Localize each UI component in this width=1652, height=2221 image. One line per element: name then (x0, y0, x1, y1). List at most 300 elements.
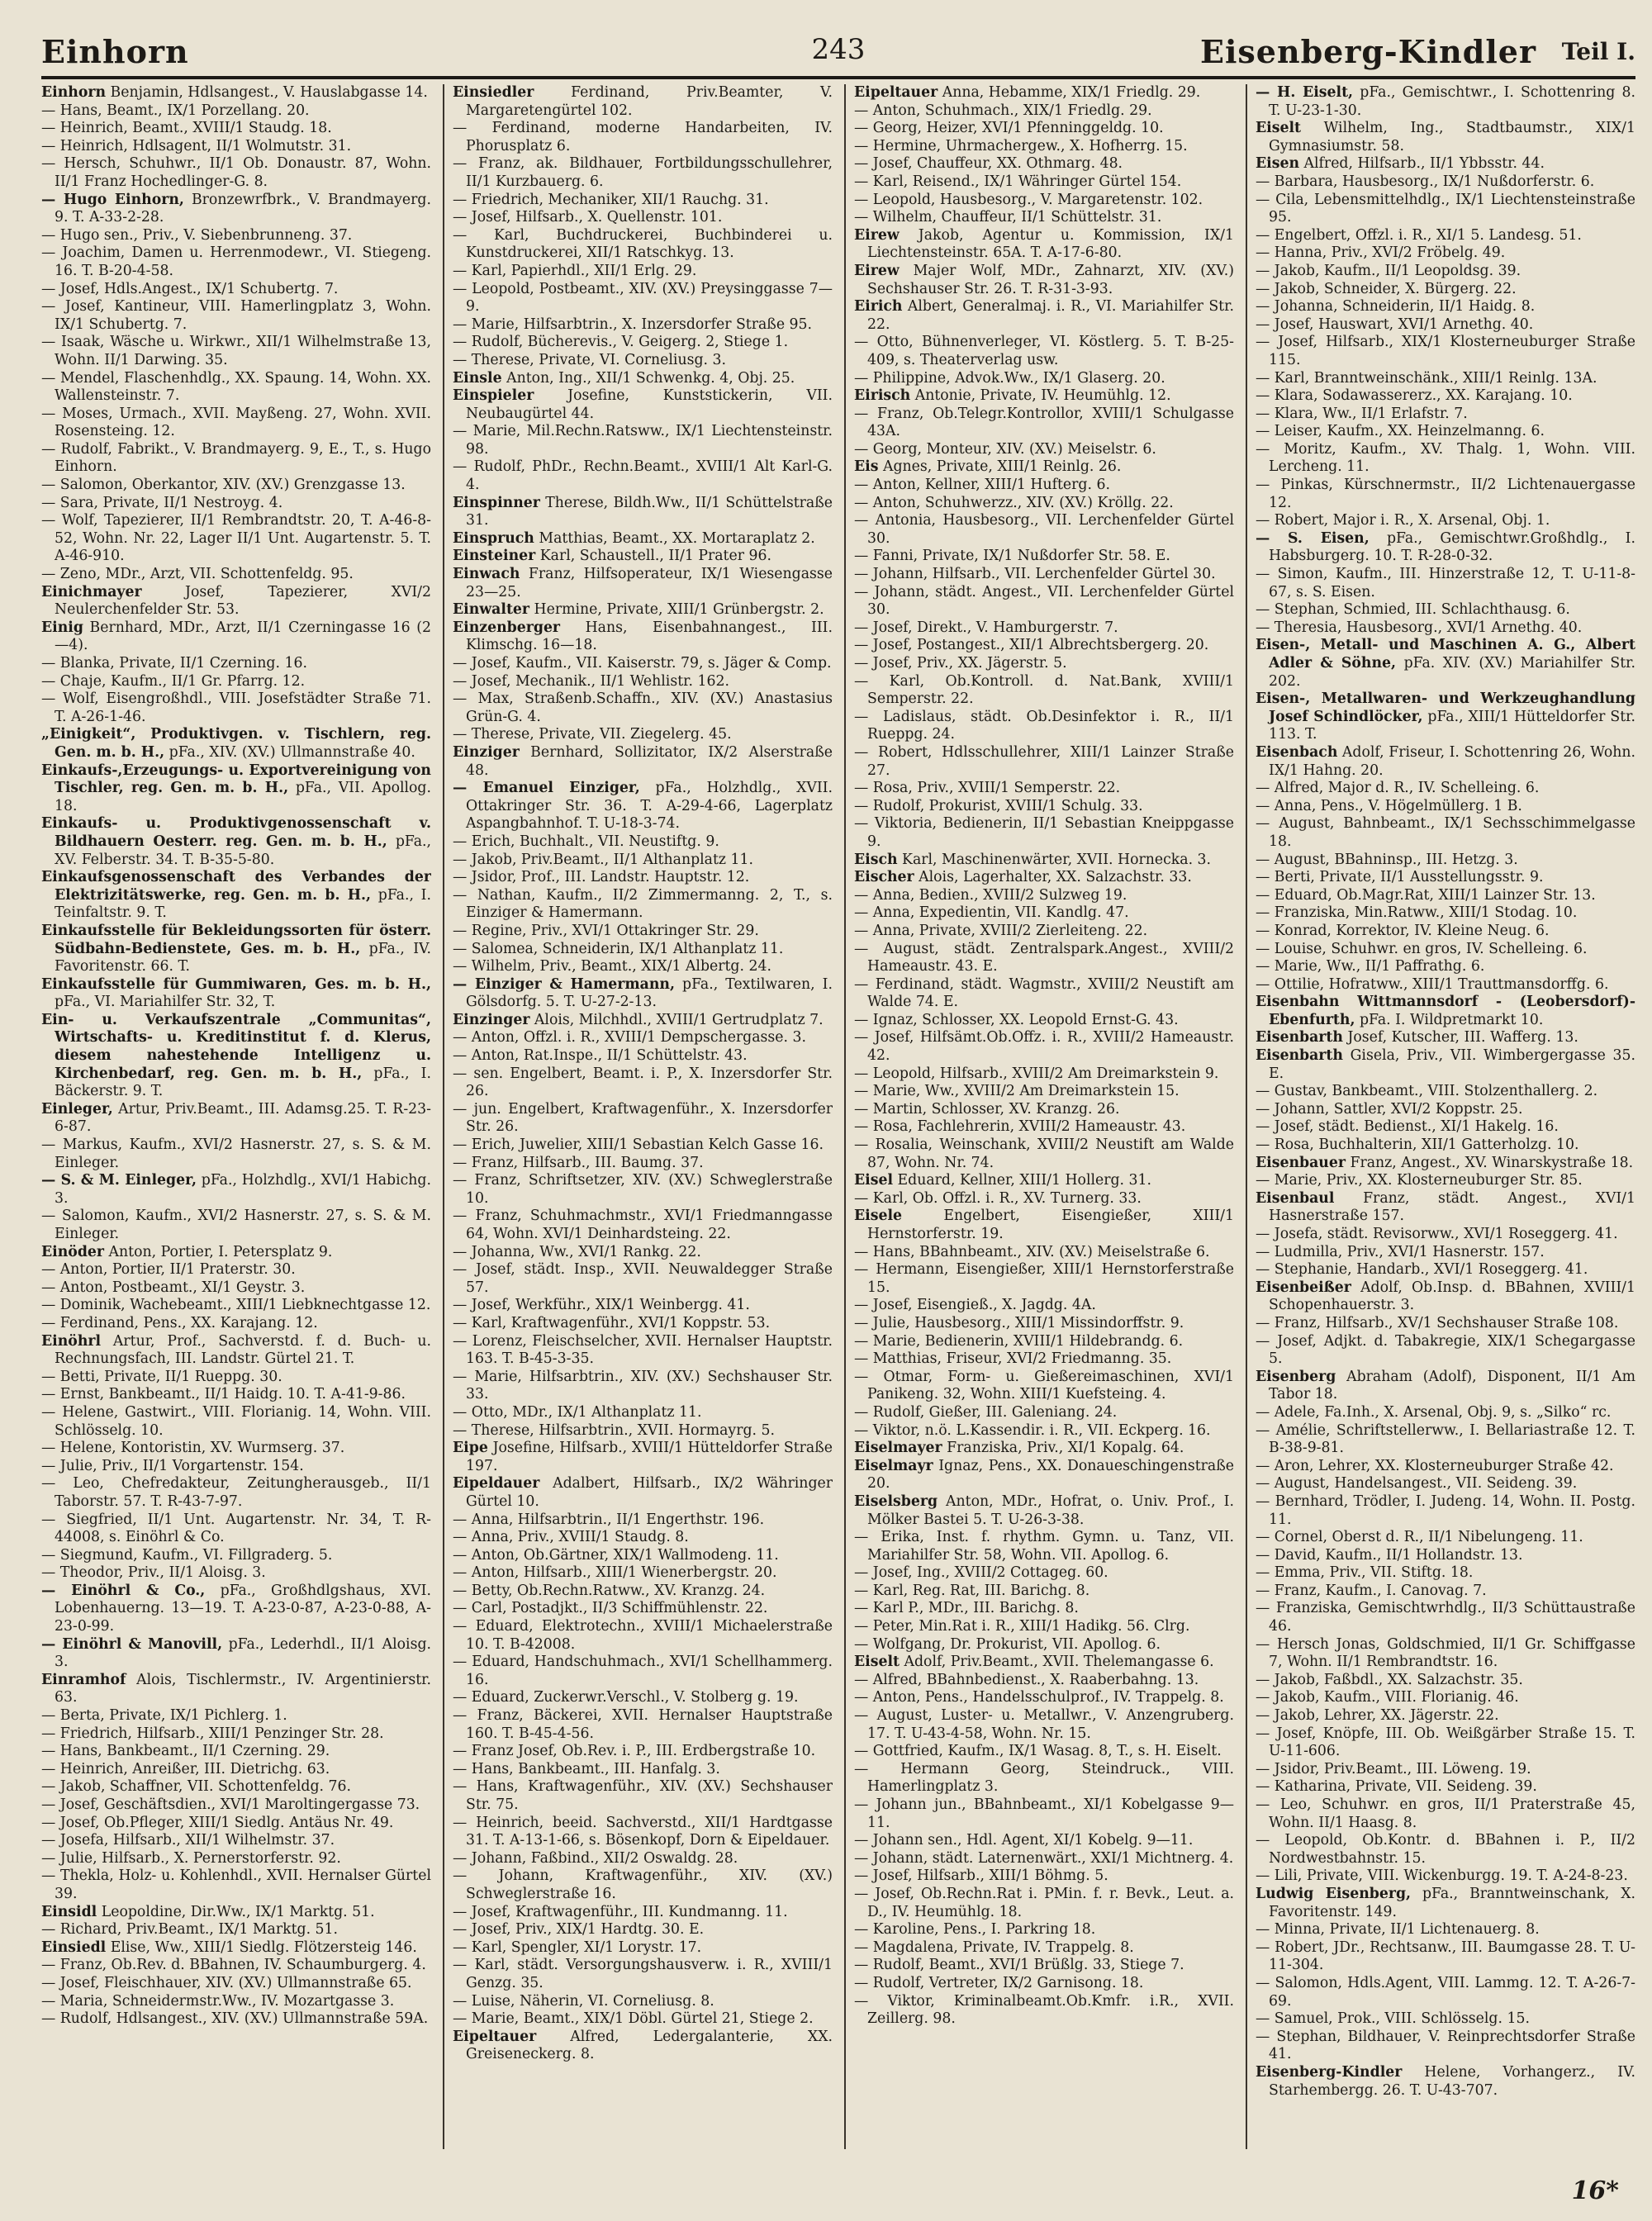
directory-entry (41, 584, 431, 619)
entry-text: Franz, städt. Angest., XVI/1 Hasnerstraße 157. (1269, 1189, 1635, 1225)
directory-entry (41, 1333, 431, 1369)
directory-entry (453, 601, 833, 619)
entry-text: — Wolf, Tapezierer, II/1 Rembrandtstr. 20, T. A-46-8-52, Wohn. Nr. 22, Lager II/1 Unt. Augartenstr. 5. T. A-46-910. (41, 512, 431, 565)
entry-name: Einramhof (41, 1671, 126, 1688)
entry-name: Eisch (854, 851, 898, 868)
directory-entry (1256, 1279, 1635, 1315)
directory-page (41, 33, 1635, 2205)
directory-entry (41, 673, 431, 691)
directory-entry (1256, 2010, 1635, 2029)
directory-entry (41, 1850, 431, 1868)
entry-name: Einzenberger (453, 619, 561, 636)
directory-entry (854, 1939, 1234, 1958)
entry-text: — Josef, Kaufm., VII. Kaiserstr. 79, s. Jäger & Comp. (453, 655, 832, 672)
entry-text: — Sara, Private, II/1 Nestroyg. 4. (41, 494, 283, 511)
directory-entry (41, 726, 431, 762)
entry-text: — Wilhelm, Chauffeur, II/1 Schüttelstr. 31. (854, 209, 1162, 226)
entry-text: — Anton, Kellner, XIII/1 Hufterg. 6. (854, 477, 1110, 494)
directory-entry (1256, 1636, 1635, 1672)
directory-entry (453, 387, 833, 423)
entry-name: Eirew (854, 262, 900, 279)
entry-text: — Luise, Näherin, VI. Corneliusg. 8. (453, 1992, 714, 2010)
directory-entry (41, 298, 431, 334)
entry-name: Einichmayer (41, 583, 142, 600)
directory-entry (854, 1101, 1234, 1119)
entry-text: pFa., VI. Mariahilfer Str. 32, T. (55, 994, 276, 1011)
entry-text: — Ferdinand, moderne Handarbeiten, IV. Phorusplatz 6. (453, 120, 833, 154)
directory-entry (854, 298, 1234, 334)
entry-text: Artur, Priv.Beamt., III. Adamsg.25. T. R-23-6-87. (55, 1100, 431, 1136)
directory-entry (854, 1867, 1234, 1886)
entry-name: Eipe (453, 1440, 488, 1457)
directory-entry (1256, 1867, 1635, 1886)
entry-text: — Cornel, Oberst d. R., II/1 Nibelungeng. 11. (1256, 1529, 1583, 1546)
directory-entry (453, 1921, 833, 1939)
entry-text: — Johann sen., Hdl. Agent, XI/1 Kobelg. 9—11. (854, 1832, 1194, 1849)
directory-entry (854, 619, 1234, 638)
entry-text: Alfred, Hilfsarb., II/1 Ybbsstr. 44. (1299, 155, 1545, 173)
directory-entry (453, 1529, 833, 1547)
directory-entry (453, 1065, 833, 1101)
directory-entry (41, 1725, 431, 1744)
directory-entry (1256, 477, 1635, 512)
entry-text: — Rosa, Fachlehrerin, XVIII/2 Hameaustr. 43. (854, 1118, 1186, 1136)
entry-text: — Johann, städt. Angest., VII. Lerchenfelder Gürtel 30. (854, 583, 1234, 619)
directory-entry (854, 334, 1234, 369)
directory-entry (854, 1172, 1234, 1190)
directory-entry (1256, 1315, 1635, 1333)
entry-text: Ignaz, Pens., XX. Donaueschingenstraße 20. (867, 1457, 1234, 1493)
entry-name: Eis (854, 458, 879, 476)
directory-entry (854, 1975, 1234, 1993)
entry-text: — Hans, Beamt., IX/1 Porzellang. 20. (41, 102, 310, 119)
entry-text: — Anna, Priv., XVIII/1 Staudg. 8. (453, 1529, 689, 1546)
entry-text: — Viktor, n.ö. L.Kassendir. i. R., VII. Eckperg. 16. (854, 1421, 1211, 1439)
directory-entry (854, 406, 1234, 441)
directory-entry (453, 1315, 833, 1333)
directory-entry (1256, 227, 1635, 245)
directory-entry (854, 173, 1234, 192)
directory-entry (854, 1029, 1234, 1065)
entry-text: — Johanna, Schneiderin, II/1 Haidg. 8. (1256, 298, 1536, 316)
directory-entry (453, 548, 833, 566)
entry-text: Agnes, Private, XIII/1 Reinlg. 26. (878, 458, 1122, 476)
directory-entry (854, 227, 1234, 263)
directory-entry (453, 1815, 833, 1850)
entry-text: — Franz, Bäckerei, XVII. Hernalser Hauptstraße 160. T. B-45-4-56. (453, 1707, 833, 1742)
directory-entry (41, 619, 431, 655)
entry-text: — Thekla, Holz- u. Kohlenhdl., XVII. Hernalser Gürtel 39. (41, 1867, 431, 1902)
directory-entry (41, 1386, 431, 1404)
entry-text: — Rudolf, Bücherevis., V. Geigerg. 2, Stiege 1. (453, 334, 789, 351)
entry-name: Eirew (854, 226, 900, 244)
directory-entry (453, 227, 833, 263)
directory-entry (41, 192, 431, 227)
directory-entry (1256, 1083, 1635, 1101)
entry-text: — Salomon, Hdls.Agent, VIII. Lammg. 12. T. A-26-7-69. (1256, 1974, 1635, 2010)
entry-text: pFa., Holzhdlg., XVII. Ottakringer Str. 36. T. A-29-4-66, Lagerplatz Aspangbahnhof. T. U-18-3-74. (466, 780, 833, 833)
directory-entry (854, 1850, 1234, 1868)
entry-text: — Otto, Bühnenverleger, VI. Köstlerg. 5. T. B-25-409, s. Theaterverlag usw. (854, 334, 1234, 368)
entry-text: Anna, Hebamme, XIX/1 Friedlg. 29. (938, 84, 1201, 101)
directory-entry (854, 1369, 1234, 1404)
entry-text: — sen. Engelbert, Beamt. i. P., X. Inzersdorfer Str. 26. (453, 1065, 833, 1100)
directory-entry (453, 619, 833, 655)
directory-entry (1256, 1689, 1635, 1707)
directory-entry (453, 1957, 833, 1992)
entry-text: — Marie, Bedienerin, XVIII/1 Hildebrandg. 6. (854, 1332, 1184, 1350)
directory-entry (854, 852, 1234, 870)
directory-entry (1256, 192, 1635, 227)
entry-text: — Georg, Monteur, XIV. (XV.) Meiselstr. 6. (854, 440, 1156, 458)
directory-entry (1256, 1155, 1635, 1173)
directory-entry (1256, 1529, 1635, 1547)
entry-text: — Konrad, Korrektor, IV. Kleine Neug. 6. (1256, 922, 1550, 939)
entry-text: — Ernst, Bankbeamt., II/1 Haidg. 10. T. A-41-9-86. (41, 1386, 406, 1403)
directory-entry (1256, 1725, 1635, 1761)
directory-entry (854, 477, 1234, 495)
entry-text: — Josef, Ob.Rechn.Rat i. PMin. f. r. Bevk., Leut. a. D., IV. Heumühlg. 18. (854, 1885, 1234, 1920)
entry-text: — Julie, Hilfsarb., X. Pernerstorferstr. 92. (41, 1849, 341, 1867)
directory-entry (854, 1297, 1234, 1315)
directory-entry (41, 1261, 431, 1279)
directory-entry (854, 387, 1234, 406)
entry-text: Antonie, Private, IV. Heumühlg. 12. (910, 387, 1171, 405)
entry-text: pFa., Textilwaren, I. Gölsdorfg. 5. T. U-27-2-13. (466, 975, 833, 1011)
entry-text: — Anton, Hilfsarb., XIII/1 Wienerbergstr. 20. (453, 1564, 777, 1582)
entry-text: — Berti, Private, II/1 Ausstellungsstr. 9. (1256, 869, 1544, 886)
entry-text: — Ottilie, Hofratww., XIII/1 Trauttmansdorffg. 6. (1256, 975, 1609, 993)
directory-entry (453, 1512, 833, 1530)
entry-text: Gisela, Priv., VII. Wimbergergasse 35. E. (1269, 1047, 1635, 1082)
directory-entry (41, 1297, 431, 1315)
entry-text: Abraham (Adolf), Disponent, II/1 Am Tabor 18. (1269, 1368, 1635, 1403)
entry-text: — Josef, Hilfsämt.Ob.Offz. i. R., XVIII/2 Hameaustr. 42. (854, 1029, 1234, 1065)
entry-text: — Chaje, Kaufm., II/1 Gr. Pfarrg. 12. (41, 672, 306, 690)
directory-entry (453, 1208, 833, 1243)
entry-text: — Marie, Priv., XX. Klosterneuburger Str. 85. (1256, 1172, 1583, 1189)
directory-entry (1256, 1886, 1635, 1921)
entry-name: Eiselmayer (854, 1440, 942, 1457)
entry-text: — Eduard, Elektrotechn., XVIII/1 Michaelerstraße 10. T. B-42008. (453, 1618, 833, 1653)
entry-text: — Therese, Private, VII. Ziegelerg. 45. (453, 726, 732, 743)
entry-text: Anton, MDr., Hofrat, o. Univ. Prof., I. Mölker Bastei 5. T. U-26-3-38. (867, 1493, 1234, 1528)
entry-name: Eisenbeißer (1256, 1279, 1351, 1296)
entry-name: Eipeltauer (453, 2028, 537, 2045)
entry-text: — Otmar, Form- u. Gießereimaschinen, XVI/1 Panikeng. 32, Wohn. XIII/1 Kuefsteing. 4. (854, 1368, 1234, 1403)
directory-entry (1256, 976, 1635, 994)
entry-text: — Anna, Private, XVIII/2 Zierleiteng. 22. (854, 922, 1148, 939)
directory-entry (453, 530, 833, 548)
entry-name: Eisenbaul (1256, 1189, 1335, 1207)
directory-entry (1256, 637, 1635, 691)
entry-text: — Eduard, Ob.Magr.Rat, XIII/1 Lainzer Str. 13. (1256, 886, 1596, 904)
entry-text: — Leopold, Hilfsarb., XVIII/2 Am Dreimarkstein 9. (854, 1065, 1219, 1082)
directory-entry (453, 958, 833, 976)
entry-text: — Franziska, Gemischtwrhdlg., II/3 Schüttaustraße 46. (1256, 1600, 1635, 1635)
entry-text: — Anton, Schuhmach., XIX/1 Friedlg. 29. (854, 102, 1152, 119)
directory-entry (41, 406, 431, 441)
entry-text: — Richard, Priv.Beamt., IX/1 Marktg. 51. (41, 1921, 339, 1939)
directory-entry (453, 923, 833, 941)
entry-text: — Theresia, Hausbesorg., XVI/1 Arnethg. 40. (1256, 619, 1583, 636)
directory-entry (453, 833, 833, 852)
directory-entry (854, 1422, 1234, 1440)
directory-entry (453, 1155, 833, 1173)
directory-entry (1256, 2029, 1635, 2064)
column-2 (443, 84, 833, 2149)
entry-text: — Magdalena, Private, IV. Trappelg. 8. (854, 1939, 1134, 1956)
directory-entry (854, 1636, 1234, 1654)
entry-text: — Ignaz, Schlosser, XX. Leopold Ernst-G. 43. (854, 1011, 1179, 1028)
entry-text: Franziska, Priv., XI/1 Kopalg. 64. (942, 1440, 1184, 1457)
entry-text: Karl, Schaustell., II/1 Prater 96. (535, 548, 771, 565)
directory-entry (41, 512, 431, 566)
directory-entry (453, 1369, 833, 1404)
entry-text: Matthias, Beamt., XX. Mortaraplatz 2. (534, 529, 815, 547)
directory-entry (854, 1600, 1234, 1618)
entry-text: — Therese, Hilfsarbtrin., XVII. Hormayrg. 5. (453, 1421, 775, 1439)
entry-text: — Karl, Reg. Rat, III. Barichg. 8. (854, 1582, 1090, 1599)
directory-entry (41, 1975, 431, 1993)
directory-entry (854, 548, 1234, 566)
entry-name: Einwach (453, 566, 520, 583)
entry-text: — Josef, Hilfsarb., XIII/1 Böhmg. 5. (854, 1867, 1108, 1885)
entry-text: Hans, Eisenbahnangest., III. Klimschg. 16—18. (466, 619, 833, 654)
directory-entry (854, 904, 1234, 923)
entry-text: — Antonia, Hausbesorg., VII. Lerchenfelder Gürtel 30. (854, 512, 1234, 547)
directory-entry (854, 637, 1234, 655)
directory-entry (41, 1761, 431, 1779)
directory-entry (41, 244, 431, 280)
directory-entry (854, 1458, 1234, 1493)
entry-text: — Salomon, Oberkantor, XIV. (XV.) Grenzgasse 13. (41, 477, 406, 494)
entry-text: — Blanka, Private, II/1 Czerning. 16. (41, 655, 307, 672)
directory-entry (854, 1261, 1234, 1297)
column-1 (41, 84, 431, 2149)
directory-entry (453, 423, 833, 458)
entry-text: — Rudolf, Prokurist, XVIII/1 Schulg. 33. (854, 797, 1143, 814)
directory-entry (854, 798, 1234, 816)
directory-entry (41, 102, 431, 121)
entry-text: — Leo, Chefredakteur, Zeitungherausgeb., II/1 Taborstr. 57. T. R-43-7-97. (41, 1475, 431, 1510)
entry-text: pFa., XIII/1 Hütteldorfer Str. 113. T. (1269, 708, 1635, 743)
directory-entry (1256, 334, 1635, 369)
entry-text: — Samuel, Prok., VIII. Schlösselg. 15. (1256, 2010, 1530, 2028)
entry-text: Engelbert, Eisengießer, XIII/1 Hernstorferstr. 19. (867, 1208, 1234, 1242)
entry-text: — Gustav, Bankbeamt., VIII. Stolzenthallerg. 2. (1256, 1083, 1598, 1100)
entry-text: Adolf, Friseur, I. Schottenring 26, Wohn. IX/1 Hahng. 20. (1269, 743, 1635, 779)
directory-entry (1256, 1707, 1635, 1725)
entry-text: — Anna, Pens., V. Högelmüllerg. 1 B. (1256, 797, 1522, 814)
entry-text: — Erika, Inst. f. rhythm. Gymn. u. Tanz, VII. Mariahilfer Str. 58, Wohn. VII. Apollog. 6. (854, 1529, 1234, 1564)
directory-entry (854, 1761, 1234, 1796)
entry-text: — Franz, Hilfsarb., III. Baumg. 37. (453, 1154, 704, 1171)
directory-entry (854, 209, 1234, 227)
entry-name: Eisenbauer (1256, 1154, 1346, 1171)
entry-text: — Robert, Hdlsschullehrer, XIII/1 Lainzer Straße 27. (854, 743, 1234, 779)
directory-entry (453, 192, 833, 210)
directory-entry (854, 1083, 1234, 1101)
entry-text: — Hans, Bankbeamt., II/1 Czerning. 29. (41, 1743, 330, 1760)
directory-entry (453, 281, 833, 316)
directory-entry (453, 1564, 833, 1583)
entry-text: — Karl, Papierhdl., XII/1 Erlg. 29. (453, 262, 697, 279)
entry-text: Wilhelm, Ing., Stadtbaumstr., XIX/1 Gymnasiumstr. 58. (1269, 120, 1635, 154)
entry-name: Eipeltauer (854, 84, 938, 101)
directory-entry (41, 566, 431, 584)
directory-entry (453, 1654, 833, 1689)
directory-entry (41, 976, 431, 1012)
entry-text: Josefine, Hilfsarb., XVIII/1 Hütteldorfer Straße 197. (466, 1440, 833, 1474)
entry-text: — Josef, Priv., XIX/1 Hardtg. 30. E. (453, 1921, 705, 1939)
entry-text: Bernhard, Sollizitator, IX/2 Alserstraße 48. (466, 743, 833, 779)
entry-text: Albert, Generalmaj. i. R., VI. Mariahilfer Str. 22. (867, 298, 1234, 333)
directory-entry (41, 1475, 431, 1511)
directory-entry (1256, 244, 1635, 263)
entry-text: — Stephan, Schmied, III. Schlachthausg. 6. (1256, 601, 1570, 619)
directory-entry (453, 1297, 833, 1315)
entry-name: Eisenbahn Wittmannsdorf - (Leobersdorf)-Ebenfurth, (1256, 994, 1635, 1028)
entry-text: — Hugo sen., Priv., V. Siebenbrunneng. 37. (41, 226, 353, 244)
directory-entry (41, 1279, 431, 1298)
directory-entry (854, 566, 1234, 584)
entry-text: Jakob, Agentur u. Kommission, IX/1 Liechtensteinstr. 65A. T. A-17-6-80. (867, 226, 1234, 262)
directory-entry (1256, 387, 1635, 406)
directory-entry (854, 1208, 1234, 1243)
directory-entry (453, 1101, 833, 1137)
directory-entry (453, 1404, 833, 1422)
entry-name: Ludwig Eisenberg, (1256, 1885, 1412, 1902)
directory-entry (854, 1350, 1234, 1369)
directory-entry (1256, 1226, 1635, 1244)
entry-name: Eipeldauer (453, 1475, 540, 1493)
directory-entry (1256, 1939, 1635, 1975)
entry-name: Eiselt (1256, 120, 1302, 137)
directory-entry (854, 1529, 1234, 1564)
entry-text: — Pinkas, Kürschnermstr., II/2 Lichtenauergasse 12. (1256, 477, 1635, 511)
directory-entry (1256, 798, 1635, 816)
directory-entry (854, 1796, 1234, 1832)
directory-entry (854, 102, 1234, 121)
entry-text: — Betty, Ob.Rechn.Ratww., XV. Kranzg. 24. (453, 1582, 766, 1599)
directory-entry (453, 1440, 833, 1475)
entry-text: — Anton, Offzl. i. R., XVIII/1 Dempschergasse. 3. (453, 1029, 806, 1046)
directory-entry (453, 941, 833, 959)
entry-text: — Josef, Geschäftsdien., XVI/1 Maroltingergasse 73. (41, 1796, 420, 1813)
directory-entry (453, 1707, 833, 1743)
entry-text: — Anton, Portier, II/1 Praterstr. 30. (41, 1261, 296, 1279)
entry-text: — Jakob, Lehrer, XX. Jägerstr. 22. (1256, 1707, 1499, 1725)
entry-text: — Leopold, Hausbesorg., V. Margaretenstr. 102. (854, 191, 1203, 208)
directory-entry (41, 1172, 431, 1208)
directory-entry (41, 1904, 431, 1922)
entry-text: — Josef, Direkt., V. Hamburgerstr. 7. (854, 619, 1118, 636)
entry-text: — Karl, Spengler, XI/1 Lorystr. 17. (453, 1939, 702, 1956)
entry-text: — Marie, Mil.Rechn.Ratsww., IX/1 Liechtensteinstr. 98. (453, 423, 833, 458)
entry-text: — Josef, Chauffeur, XX. Othmarg. 48. (854, 155, 1123, 173)
entry-name: Eisen (1256, 155, 1300, 173)
entry-text: — Leiser, Kaufm., XX. Heinzelmanng. 6. (1256, 423, 1545, 440)
directory-entry (453, 1029, 833, 1047)
entry-text: — Jakob, Kaufm., II/1 Leopoldsg. 39. (1256, 262, 1521, 279)
directory-entry (1256, 923, 1635, 941)
directory-entry (41, 1012, 431, 1101)
entry-text: pFa., VII. Apollog. 18. (55, 780, 431, 814)
directory-entry (41, 1137, 431, 1172)
directory-entry (854, 780, 1234, 798)
entry-name: „Einigkeit“, Produktivgen. v. Tischlern, reg. Gen. m. b. H., (41, 726, 431, 761)
directory-entry (854, 923, 1234, 941)
directory-entry (41, 1939, 431, 1958)
directory-entry (1256, 1333, 1635, 1369)
directory-entry (854, 1012, 1234, 1030)
directory-entry (41, 869, 431, 923)
directory-entry (41, 1440, 431, 1458)
entry-columns (41, 84, 1635, 2149)
entry-text: — Franz, Ob.Rev. d. BBahnen, IV. Schaumburgerg. 4. (41, 1957, 426, 1974)
entry-text: — Stephanie, Handarb., XVI/1 Roseggerg. 41. (1256, 1261, 1588, 1279)
entry-text: — Rudolf, Hdlsangest., XIV. (XV.) Ullmannstraße 59A. (41, 2010, 429, 2028)
directory-entry (854, 1244, 1234, 1262)
entry-text: — Gottfried, Kaufm., IX/1 Wasag. 8, T., s. H. Eiselt. (854, 1743, 1222, 1760)
directory-entry (453, 1743, 833, 1761)
directory-entry (453, 1137, 833, 1155)
directory-entry (854, 1957, 1234, 1975)
directory-entry (854, 370, 1234, 388)
directory-entry (1256, 263, 1635, 281)
entry-text: — Karl P., MDr., III. Barichg. 8. (854, 1600, 1079, 1617)
entry-text: — Johann, städt. Laternenwärt., XXI/1 Michtnerg. 4. (854, 1849, 1234, 1867)
directory-entry (453, 334, 833, 352)
directory-entry (453, 263, 833, 281)
entry-text: — Simon, Kaufm., III. Hinzerstraße 12, T. U-11-8-67, s. S. Eisen. (1256, 566, 1635, 600)
directory-entry (453, 1547, 833, 1565)
entry-text: — Engelbert, Offzl. i. R., XI/1 5. Landesg. 51. (1256, 226, 1582, 244)
directory-entry (854, 1618, 1234, 1636)
entry-text: — Rudolf, Vertreter, IX/2 Garnisong. 18. (854, 1974, 1144, 1991)
entry-name: Einöhrl (41, 1332, 102, 1350)
directory-entry (41, 495, 431, 513)
entry-text: — Johann, Sattler, XVI/2 Koppstr. 25. (1256, 1100, 1523, 1118)
directory-entry (453, 316, 833, 335)
entry-name: Eiselt (854, 1654, 900, 1671)
entry-text: pFa., XV. Felberstr. 34. T. B-35-5-80. (55, 833, 431, 868)
entry-text: — Carl, Postadjkt., II/3 Schiffmühlenstr. 22. (453, 1600, 768, 1617)
directory-entry (453, 1333, 833, 1369)
entry-text: — Hans, Bankbeamt., III. Hanfalg. 3. (453, 1760, 720, 1777)
entry-text: — Hanna, Priv., XVI/2 Fröbelg. 49. (1256, 244, 1506, 262)
directory-entry (854, 512, 1234, 548)
directory-entry (1256, 1583, 1635, 1601)
entry-text: — Anton, Postbeamt., XI/1 Geystr. 3. (41, 1279, 306, 1296)
directory-entry (1256, 1369, 1635, 1404)
directory-entry (1256, 994, 1635, 1029)
directory-entry (453, 2029, 833, 2064)
entry-text: — Hans, Kraftwagenführ., XIV. (XV.) Sechshauser Str. 75. (453, 1778, 833, 1813)
entry-text: — Josef, städt. Bedienst., XI/1 Hakelg. 16. (1256, 1118, 1559, 1136)
directory-entry (1256, 1778, 1635, 1796)
entry-text: — Rudolf, Gießer, III. Galeniang. 24. (854, 1403, 1118, 1421)
entry-text: — Franz, Schuhmachmstr., XVI/1 Friedmanngasse 64, Wohn. XVI/1 Deinhardsteing. 22. (453, 1208, 833, 1242)
directory-entry (1256, 601, 1635, 619)
entry-text: — Hermine, Uhrmachergew., X. Hofherrg. 15. (854, 137, 1188, 154)
entry-text: — Josef, Mechanik., II/1 Wehlistr. 162. (453, 672, 729, 690)
entry-text: — Ferdinand, Pens., XX. Karajang. 12. (41, 1314, 318, 1331)
directory-entry (854, 1493, 1234, 1529)
entry-text: Ferdinand, Priv.Beamter, V. Margaretengürtel 102. (466, 84, 833, 119)
entry-text: — Robert, JDr., Rechtsanw., III. Baumgasse 28. T. U-11-304. (1256, 1939, 1635, 1974)
